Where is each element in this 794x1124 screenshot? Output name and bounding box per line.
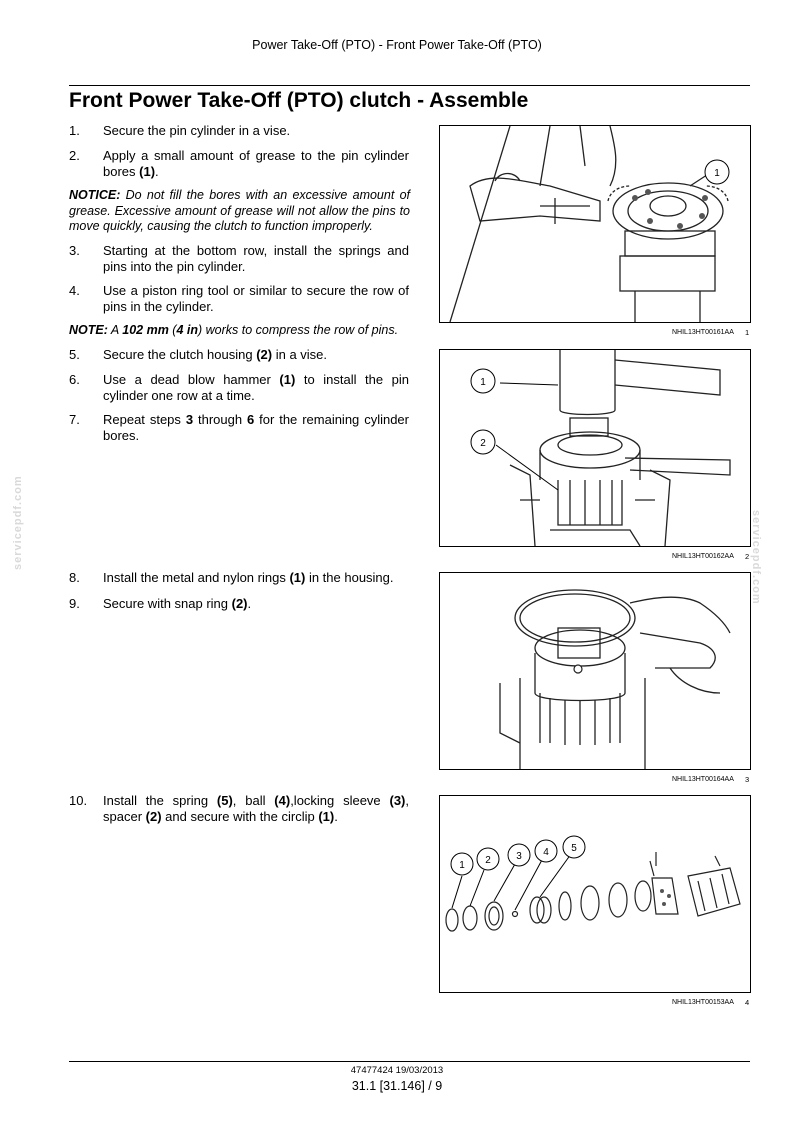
- text-run: to install the pin cylinder one row at a time.: [103, 372, 409, 403]
- watermark: servicepdf.com: [750, 510, 762, 605]
- figure-2-hammer-install: [439, 349, 751, 547]
- step-number: 9.: [69, 596, 80, 611]
- step-number: 2.: [69, 148, 80, 163]
- figure-number: 4: [745, 998, 750, 1007]
- text-run: .: [155, 164, 159, 179]
- emphasis-text: NOTE:: [69, 323, 108, 337]
- figure-1-illustration: [440, 126, 750, 322]
- emphasis-text: (4): [274, 793, 291, 808]
- figure-4-illustration: [440, 796, 750, 992]
- figure-code: NHIL13HT00162AA: [672, 553, 734, 560]
- text-run: Secure the pin cylinder in a vise.: [103, 123, 291, 138]
- step-text: [103, 570, 409, 586]
- page-title: Front Power Take-Off (PTO) clutch - Assemble: [69, 89, 529, 112]
- emphasis-text: (1): [289, 570, 306, 585]
- text-run: Use a piston ring tool or similar to secure the row of pins in the cylinder.: [103, 283, 409, 314]
- step-number: 7.: [69, 412, 80, 427]
- figure-4-exploded-view: [439, 795, 751, 993]
- text-run: ) works to compress the row of pins.: [198, 323, 399, 337]
- callout-2: 2: [480, 438, 486, 449]
- callout-4: 4: [543, 847, 549, 858]
- notice-paragraph: [69, 188, 410, 235]
- emphasis-text: 102 mm: [122, 323, 169, 337]
- text-run: in a vise.: [272, 347, 328, 362]
- step-text: [103, 347, 409, 363]
- figure-3-rings-snap-ring: [439, 572, 751, 770]
- callout-2: 2: [485, 855, 491, 866]
- text-run: , ball: [232, 793, 275, 808]
- emphasis-text: (5): [216, 793, 233, 808]
- figure-3-illustration: [440, 573, 750, 769]
- text-run: , spacer: [103, 793, 409, 824]
- emphasis-text: (1): [279, 372, 296, 387]
- text-run: ,locking sleeve: [290, 793, 390, 808]
- emphasis-text: (2): [145, 809, 162, 824]
- emphasis-text: (2): [231, 596, 248, 611]
- figure-number: 1: [745, 328, 750, 337]
- text-run: .: [334, 809, 338, 824]
- step-number: 8.: [69, 570, 80, 585]
- step-text: [103, 372, 409, 404]
- emphasis-text: 3: [185, 412, 194, 427]
- text-run: Install the spring: [103, 793, 217, 808]
- page-reference: 31.1 [31.146] / 9: [351, 1079, 443, 1093]
- note-paragraph: [69, 323, 410, 339]
- text-run: Do not fill the bores with an excessive amount of grease. Excessive amount of grease will not allow the pins to move quickly, causing the clutch to function improperly.: [69, 188, 410, 233]
- watermark: servicepdf.com: [12, 475, 24, 570]
- figure-number: 3: [745, 775, 750, 784]
- emphasis-text: (1): [139, 164, 156, 179]
- step-number: 6.: [69, 372, 80, 387]
- emphasis-text: (2): [256, 347, 273, 362]
- text-run: Use a dead blow hammer: [103, 372, 280, 387]
- figure-code: NHIL13HT00164AA: [672, 776, 734, 783]
- text-run: Secure with snap ring: [103, 596, 232, 611]
- document-reference: 47477424 19/03/2013: [350, 1065, 444, 1076]
- step-text: [103, 596, 409, 612]
- step-number: 5.: [69, 347, 80, 362]
- step-text: [103, 123, 409, 139]
- step-text: [103, 148, 409, 180]
- footer-divider: [69, 1061, 750, 1062]
- callout-1: 1: [459, 860, 465, 871]
- text-run: Starting at the bottom row, install the springs and pins into the pin cylinder.: [103, 243, 409, 274]
- text-run: in the housing.: [305, 570, 394, 585]
- callout-1: 1: [480, 377, 486, 388]
- text-run: for the remaining cylinder bores.: [103, 412, 409, 443]
- step-number: 1.: [69, 123, 80, 138]
- running-header: Power Take-Off (PTO) - Front Power Take-Off (PTO): [252, 38, 542, 52]
- figure-1-pin-cylinder-grease: [439, 125, 751, 323]
- step-number: 10.: [69, 793, 88, 808]
- emphasis-text: 6: [246, 412, 255, 427]
- emphasis-text: (1): [318, 809, 335, 824]
- text-run: through: [193, 412, 247, 427]
- figure-2-illustration: [440, 350, 750, 546]
- callout-1: 1: [714, 168, 720, 179]
- text-run: (: [168, 323, 177, 337]
- text-run: Secure the clutch housing: [103, 347, 257, 362]
- step-text: [103, 283, 409, 315]
- text-run: Repeat steps: [103, 412, 186, 427]
- text-run: Install the metal and nylon rings: [103, 570, 290, 585]
- step-number: 3.: [69, 243, 80, 258]
- step-text: [103, 243, 409, 275]
- text-run: .: [247, 596, 252, 611]
- header-divider: [69, 85, 750, 86]
- emphasis-text: 4 in: [176, 323, 198, 337]
- figure-code: NHIL13HT00161AA: [672, 329, 734, 336]
- text-run: Apply a small amount of grease to the pin cylinder bores: [103, 148, 409, 179]
- callout-3: 3: [516, 851, 522, 862]
- callout-5: 5: [571, 843, 577, 854]
- text-run: A: [107, 323, 123, 337]
- step-text: [103, 793, 409, 825]
- text-run: and secure with the circlip: [161, 809, 319, 824]
- step-text: [103, 412, 409, 444]
- figure-number: 2: [745, 552, 750, 561]
- figure-code: NHIL13HT00153AA: [672, 999, 734, 1006]
- emphasis-text: NOTICE:: [69, 188, 121, 202]
- step-number: 4.: [69, 283, 80, 298]
- emphasis-text: (3): [389, 793, 406, 808]
